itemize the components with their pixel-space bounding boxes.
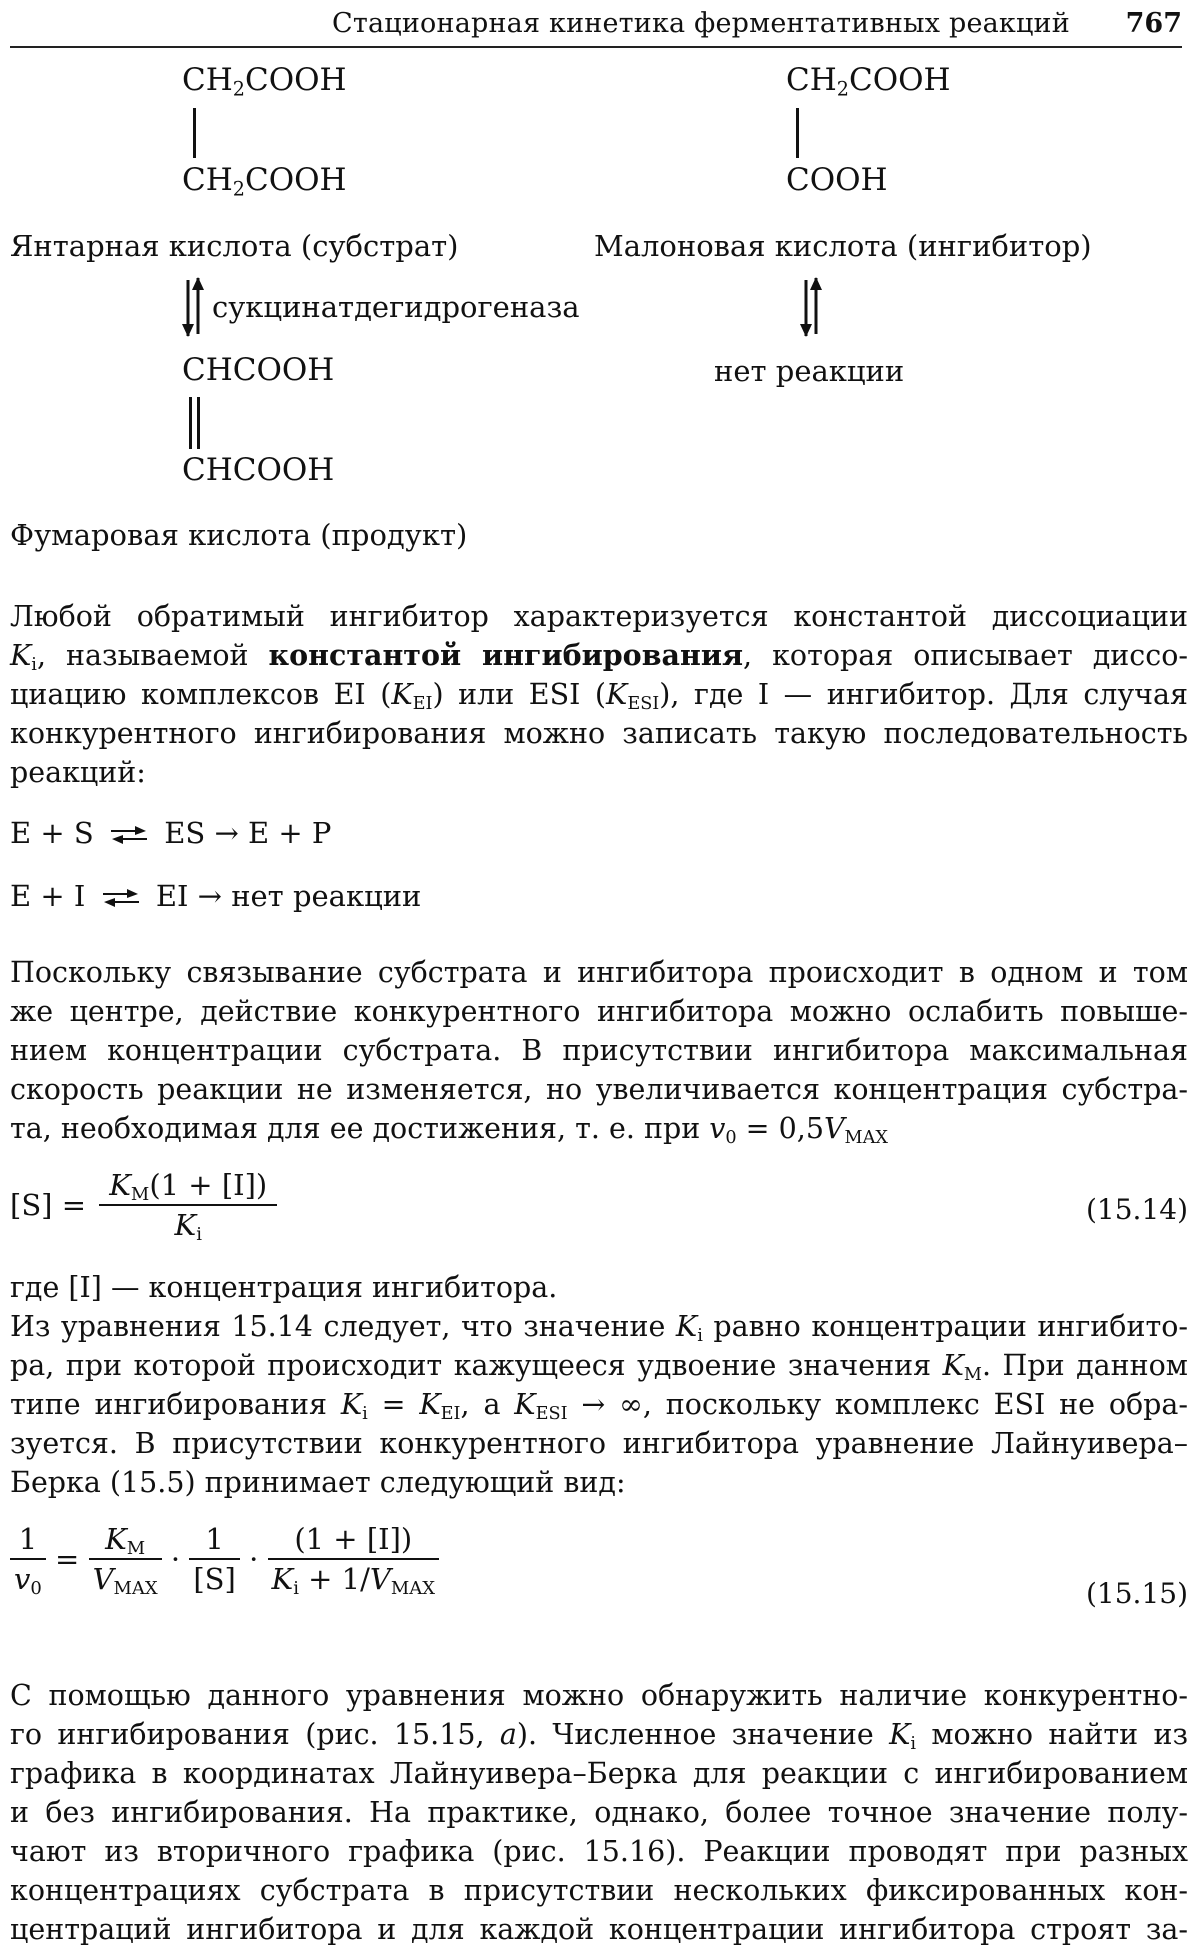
text-line: Берка (15.5) принимает следующий вид: [10, 1466, 626, 1499]
reaction-2: E + I EI → нет реакции [10, 879, 422, 913]
single-bond-line [193, 108, 196, 158]
succinic-bottom-formula: $CH_2COOH$ [182, 162, 347, 201]
text-line: скорость реакции не изменяется, но увеличивается концентрация субстра- [10, 1073, 1188, 1106]
equation-15-14: [S] = $\frac{K_M(1 + [I])}{K_i}$ [10, 1166, 277, 1244]
forward-arrow-icon: → [197, 879, 222, 913]
text-line: $K_i$, называемой константой ингибирования, которая описывает диссо- [10, 638, 1188, 675]
header-title: Стационарная кинетика ферментативных реакций [332, 8, 1070, 39]
text-line: го ингибирования (рис. 15.15, а). Численное значение $K_i$ можно найти из [10, 1718, 1188, 1754]
malonic-top-formula: $CH_2COOH$ [786, 62, 951, 101]
text-line: центраций ингибитора и для каждой концентрации ингибитора строят за- [10, 1913, 1188, 1946]
term-bold: константой ингибирования [268, 638, 744, 672]
paragraph-lineweaver-burk [10, 1268, 1188, 1502]
text-line: циацию комплексов EI $(K_{EI})$ или ESI $(K_{ESI})$, где I — ингибитор. Для случая [10, 678, 1188, 714]
forward-arrow-icon: → [214, 816, 239, 850]
equation-number: (15.15) [1085, 1577, 1188, 1610]
single-bond-line [796, 108, 799, 158]
text-line: конкурентного ингибирования можно записать такую последовательность [10, 717, 1188, 750]
text-line: нием концентрации субстрата. В присутствии ингибитора максимальная [10, 1034, 1188, 1067]
paragraph-inhibition-constant [10, 597, 1188, 792]
fumaric-top-formula: CHCOOH [182, 352, 335, 388]
text-line: Из уравнения 15.14 следует, что значение $K_i$ равно концентрации ингибито- [10, 1310, 1189, 1346]
text-line: чают из вторичного графика (рис. 15.16). Реакции проводят при разных [10, 1835, 1188, 1868]
text-line: зуется. В присутствии конкурентного ингибитора уравнение Лайнуивера– [10, 1427, 1188, 1460]
succinic-caption: Янтарная кислота (субстрат) [10, 229, 459, 263]
enzyme-name: сукцинатдегидрогеназа [212, 290, 580, 324]
reaction-1: E + S ES → E + P [10, 816, 332, 850]
text-line: концентрациях субстрата в присутствии нескольких фиксированных кон- [10, 1874, 1188, 1907]
double-bond-line [189, 397, 192, 449]
text-line: где [I] — концентрация ингибитора. [10, 1271, 558, 1304]
malonic-caption: Малоновая кислота (ингибитор) [594, 229, 1092, 263]
text-line: реакций: [10, 756, 146, 789]
text-line: ра, при которой происходит кажущееся удвоение значения $K_M$. При данном [10, 1349, 1188, 1385]
page-number: 767 [1125, 8, 1182, 39]
reversible-arrow-icon [799, 276, 823, 338]
equilibrium-arrow-icon [109, 825, 149, 845]
reversible-arrow-icon [181, 276, 205, 338]
no-reaction-label: нет реакции [714, 354, 905, 388]
malonic-bottom-formula: COOH [786, 162, 888, 198]
paragraph-secondary-plot [10, 1676, 1188, 1949]
equilibrium-arrow-icon [101, 888, 141, 908]
equation-number: (15.14) [1085, 1193, 1188, 1226]
text-line: типе ингибирования $K_i = K_{EI}$, а $K_{ESI}$ → ∞, поскольку комплекс ESI не обра- [10, 1388, 1189, 1424]
text-line: та, необходимая для ее достижения, т. е. при $v_0 = 0,5V_{MAX}$ [10, 1112, 888, 1148]
succinic-top-formula: $CH_2COOH$ [182, 62, 347, 101]
running-header [10, 6, 1182, 48]
fumaric-caption: Фумаровая кислота (продукт) [10, 518, 468, 552]
text-line: же центре, действие конкурентного ингибитора можно ослабить повыше- [10, 995, 1188, 1028]
double-bond-line [197, 397, 200, 449]
paragraph-competitive [10, 953, 1188, 1148]
text-line: и без ингибирования. На практике, однако, более точное значение полу- [10, 1796, 1188, 1829]
text-line: С помощью данного уравнения можно обнаружить наличие конкурентно- [10, 1679, 1188, 1712]
fumaric-bottom-formula: CHCOOH [182, 452, 335, 488]
text-line: Любой обратимый ингибитор характеризуется константой диссоциации [10, 600, 1188, 633]
text-line: Поскольку связывание субстрата и ингибитора происходит в одном и том [10, 956, 1188, 989]
equation-15-15: $\frac{1}{v_0}$ = $\frac{K_M}{V_{MAX}}$ · $\frac{1}{[S]}$ · $\frac{(1 + [I])}{K_i + 1/V_{MAX}}$ [10, 1520, 439, 1598]
text-line: графика в координатах Лайнуивера–Берка для реакции с ингибированием [10, 1757, 1188, 1790]
